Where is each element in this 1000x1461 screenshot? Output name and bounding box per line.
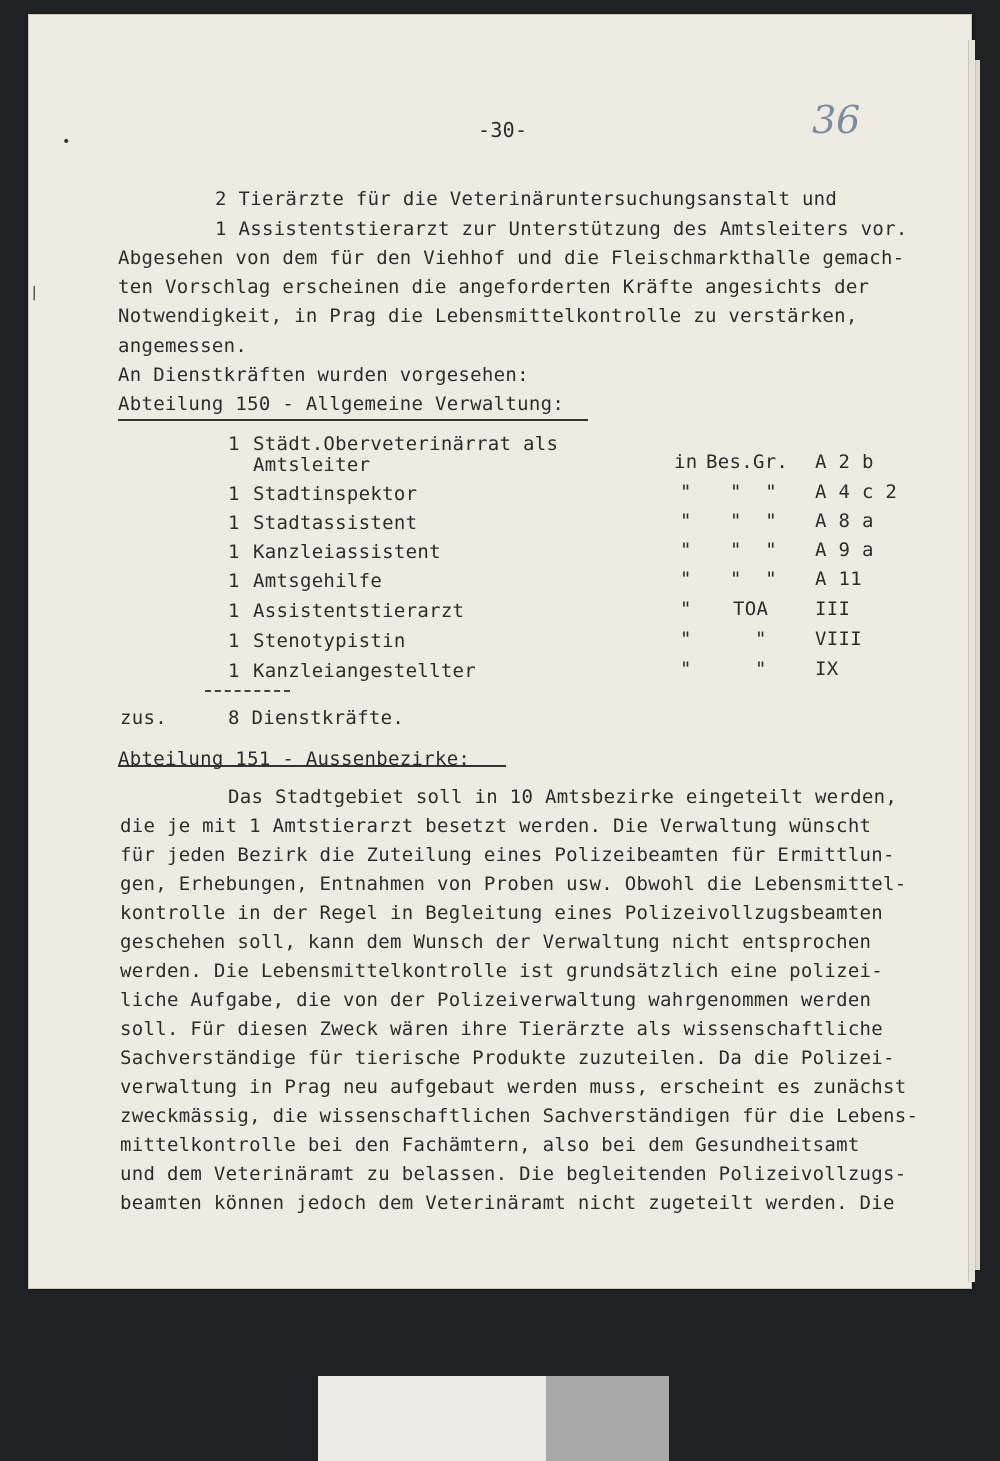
staff-col2: Bes.Gr.: [706, 451, 789, 473]
staff-grade: A 8 a: [815, 510, 874, 532]
staff-grade: A 2 b: [815, 451, 874, 473]
staff-count: 1: [228, 512, 240, 534]
staff-count: 1: [228, 433, 240, 455]
intro-line: Notwendigkeit, in Prag die Lebensmittelkontrolle zu verstärken,: [118, 305, 858, 327]
page-edge: [975, 60, 980, 1270]
staff-col2: " ": [730, 539, 777, 561]
staff-col1: ": [680, 628, 692, 650]
staff-col1: ": [680, 658, 692, 680]
intro-line: Abgesehen von dem für den Viehhof und die Fleischmarkthalle gemach-: [118, 247, 905, 269]
staff-count: 1: [228, 600, 240, 622]
section-heading: Abteilung 150 - Allgemeine Verwaltung:: [118, 393, 565, 415]
handwritten-page-number: 36: [812, 98, 861, 142]
body-line: zweckmässig, die wissenschaftlichen Sachverständigen für die Lebens-: [120, 1105, 919, 1127]
staff-grade: A 9 a: [815, 539, 874, 561]
heading-underline: [118, 419, 588, 421]
body-line: mittelkontrolle bei den Fachämtern, also bei dem Gesundheitsamt: [120, 1134, 860, 1156]
heading-underline: [118, 765, 506, 767]
body-line: und dem Veterinäramt zu belassen. Die begleitenden Polizeivollzugs-: [120, 1163, 907, 1185]
calibration-card-gray: [546, 1376, 669, 1461]
page-number: -30-: [478, 118, 528, 142]
total-label: zus.: [120, 707, 167, 729]
body-line: für jeden Bezirk die Zuteilung eines Polizeibeamten für Ermittlun-: [120, 844, 895, 866]
staff-title: Stenotypistin: [253, 630, 406, 652]
body-line: geschehen soll, kann dem Wunsch der Verwaltung nicht entsprochen: [120, 931, 872, 953]
staff-title: Kanzleiangestellter: [253, 660, 477, 682]
intro-line: 2 Tierärzte für die Veterinäruntersuchungsanstalt und: [215, 188, 838, 210]
sum-divider: [205, 690, 290, 692]
margin-mark: •: [62, 134, 71, 150]
body-line: die je mit 1 Amtstierarzt besetzt werden. Die Verwaltung wünscht: [120, 815, 872, 837]
staff-grade: A 11: [815, 568, 862, 590]
page-edge: [968, 40, 975, 1282]
staff-col2: ": [755, 628, 767, 650]
body-line: werden. Die Lebensmittelkontrolle ist grundsätzlich eine polizei-: [120, 960, 884, 982]
staff-col1: ": [680, 568, 692, 590]
staff-grade: III: [815, 598, 851, 620]
intro-line: angemessen.: [118, 335, 248, 357]
staff-title: Assistentstierarzt: [253, 600, 465, 622]
intro-line: ten Vorschlag erscheinen die angeforderten Kräfte angesichts der: [118, 276, 870, 298]
body-line: gen, Erhebungen, Entnahmen von Proben usw. Obwohl die Lebensmittel-: [120, 873, 907, 895]
body-line: liche Aufgabe, die von der Polizeiverwaltung wahrgenommen werden: [120, 989, 872, 1011]
staff-grade: IX: [815, 658, 839, 680]
body-line: soll. Für diesen Zweck wären ihre Tierärzte als wissenschaftliche: [120, 1018, 884, 1040]
intro-line: An Dienstkräften wurden vorgesehen:: [118, 364, 529, 386]
staff-col1: ": [680, 510, 692, 532]
staff-title: Amtsgehilfe: [253, 570, 383, 592]
body-line: beamten können jedoch dem Veterinäramt nicht zugeteilt werden. Die: [120, 1192, 895, 1214]
staff-col2: " ": [730, 510, 777, 532]
staff-title: Stadtinspektor: [253, 483, 418, 505]
staff-col2: " ": [730, 568, 777, 590]
staff-col1: in: [674, 451, 698, 473]
staff-grade: VIII: [815, 628, 862, 650]
staff-count: 1: [228, 630, 240, 652]
staff-title: Stadtassistent: [253, 512, 418, 534]
staff-col2: " ": [730, 481, 777, 503]
staff-count: 1: [228, 660, 240, 682]
staff-count: 1: [228, 483, 240, 505]
staff-count: 1: [228, 570, 240, 592]
calibration-card-white: [318, 1376, 546, 1461]
body-line: Das Stadtgebiet soll in 10 Amtsbezirke eingeteilt werden,: [228, 786, 898, 808]
total-value: 8 Dienstkräfte.: [228, 707, 405, 729]
staff-grade: A 4 c 2: [815, 481, 898, 503]
body-line: Sachverständige für tierische Produkte zuzuteilen. Da die Polizei-: [120, 1047, 895, 1069]
section-heading: Abteilung 151 - Aussenbezirke:: [118, 748, 471, 770]
staff-col1: ": [680, 598, 692, 620]
margin-mark: |: [30, 285, 39, 301]
staff-title: Amtsleiter: [253, 454, 371, 476]
intro-line: 1 Assistentstierarzt zur Unterstützung des Amtsleiters vor.: [215, 218, 908, 240]
staff-title: Städt.Oberveterinärrat als: [253, 433, 559, 455]
staff-count: 1: [228, 541, 240, 563]
staff-col1: ": [680, 539, 692, 561]
body-line: kontrolle in der Regel in Begleitung eines Polizeivollzugsbeamten: [120, 902, 884, 924]
staff-col2: TOA: [733, 598, 769, 620]
staff-col1: ": [680, 481, 692, 503]
staff-title: Kanzleiassistent: [253, 541, 441, 563]
body-line: verwaltung in Prag neu aufgebaut werden muss, erscheint es zunächst: [120, 1076, 907, 1098]
staff-col2: ": [755, 658, 767, 680]
